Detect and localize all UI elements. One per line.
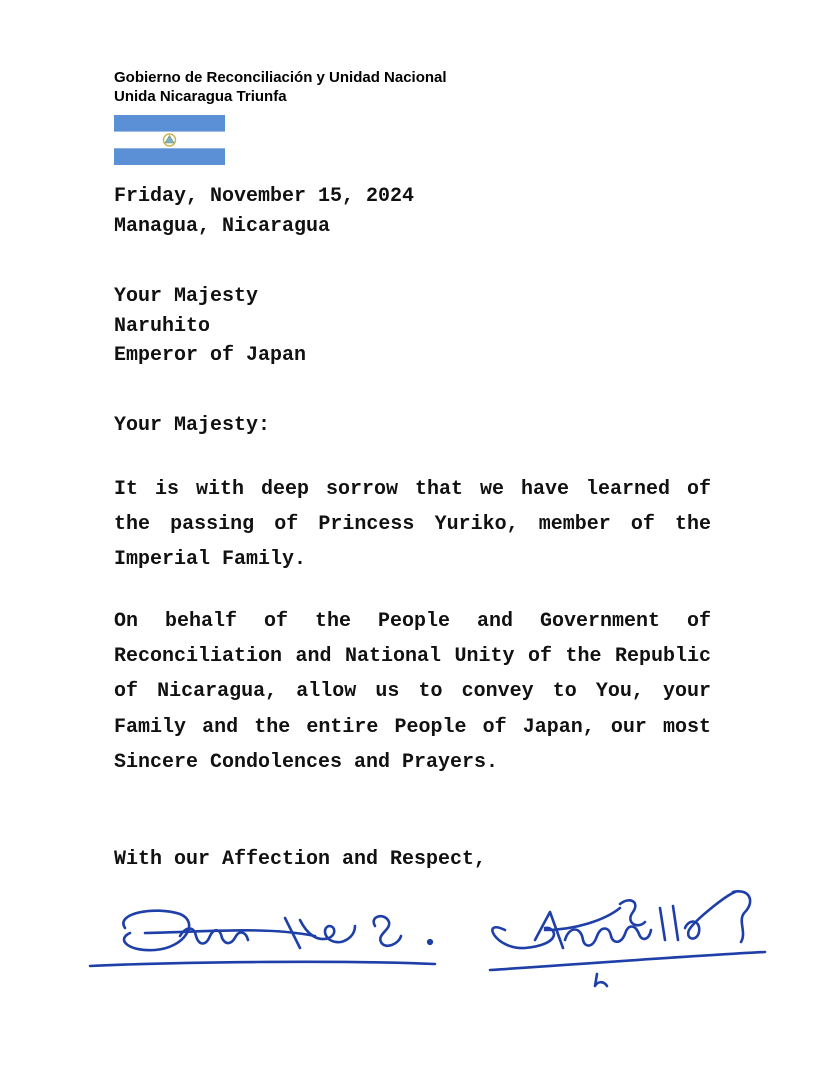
- flag-top-stripe: [114, 115, 225, 132]
- date-place-block: [114, 182, 711, 241]
- recipient-position: Emperor of Japan: [114, 344, 307, 367]
- condolence-paragraph-2: On behalf of the People and Government of Reconciliation and National Unity of the Republic of Nicaragua, allow us to convey to You, your Family and the entire People of Japan, our most Sincere Condolences and Prayers.: [114, 610, 711, 774]
- closing-line: With our Affection and Respect,: [114, 848, 487, 871]
- signature-left-icon: [90, 911, 435, 966]
- letterhead-government-name: Gobierno de Reconciliación y Unidad Nacional: [114, 69, 447, 86]
- recipient-title: Your Majesty: [114, 285, 259, 308]
- letter-place: Managua, Nicaragua: [114, 214, 331, 238]
- letter-date: Friday, November 15, 2024: [114, 185, 415, 208]
- letterhead-slogan: Unida Nicaragua Triunfa: [114, 88, 287, 105]
- flag-bottom-stripe: [114, 148, 225, 165]
- letterhead: [114, 68, 447, 106]
- signature-right-icon: [490, 891, 765, 986]
- recipient-block: [114, 282, 711, 371]
- recipient-name: Naruhito: [114, 314, 211, 338]
- condolence-paragraph-1: It is with deep sorrow that we have learned of the passing of Princess Yuriko, member of the Imperial Family.: [114, 478, 711, 572]
- signatures: [85, 878, 775, 998]
- nicaragua-flag-icon: [114, 115, 225, 165]
- salutation: Your Majesty:: [114, 414, 271, 437]
